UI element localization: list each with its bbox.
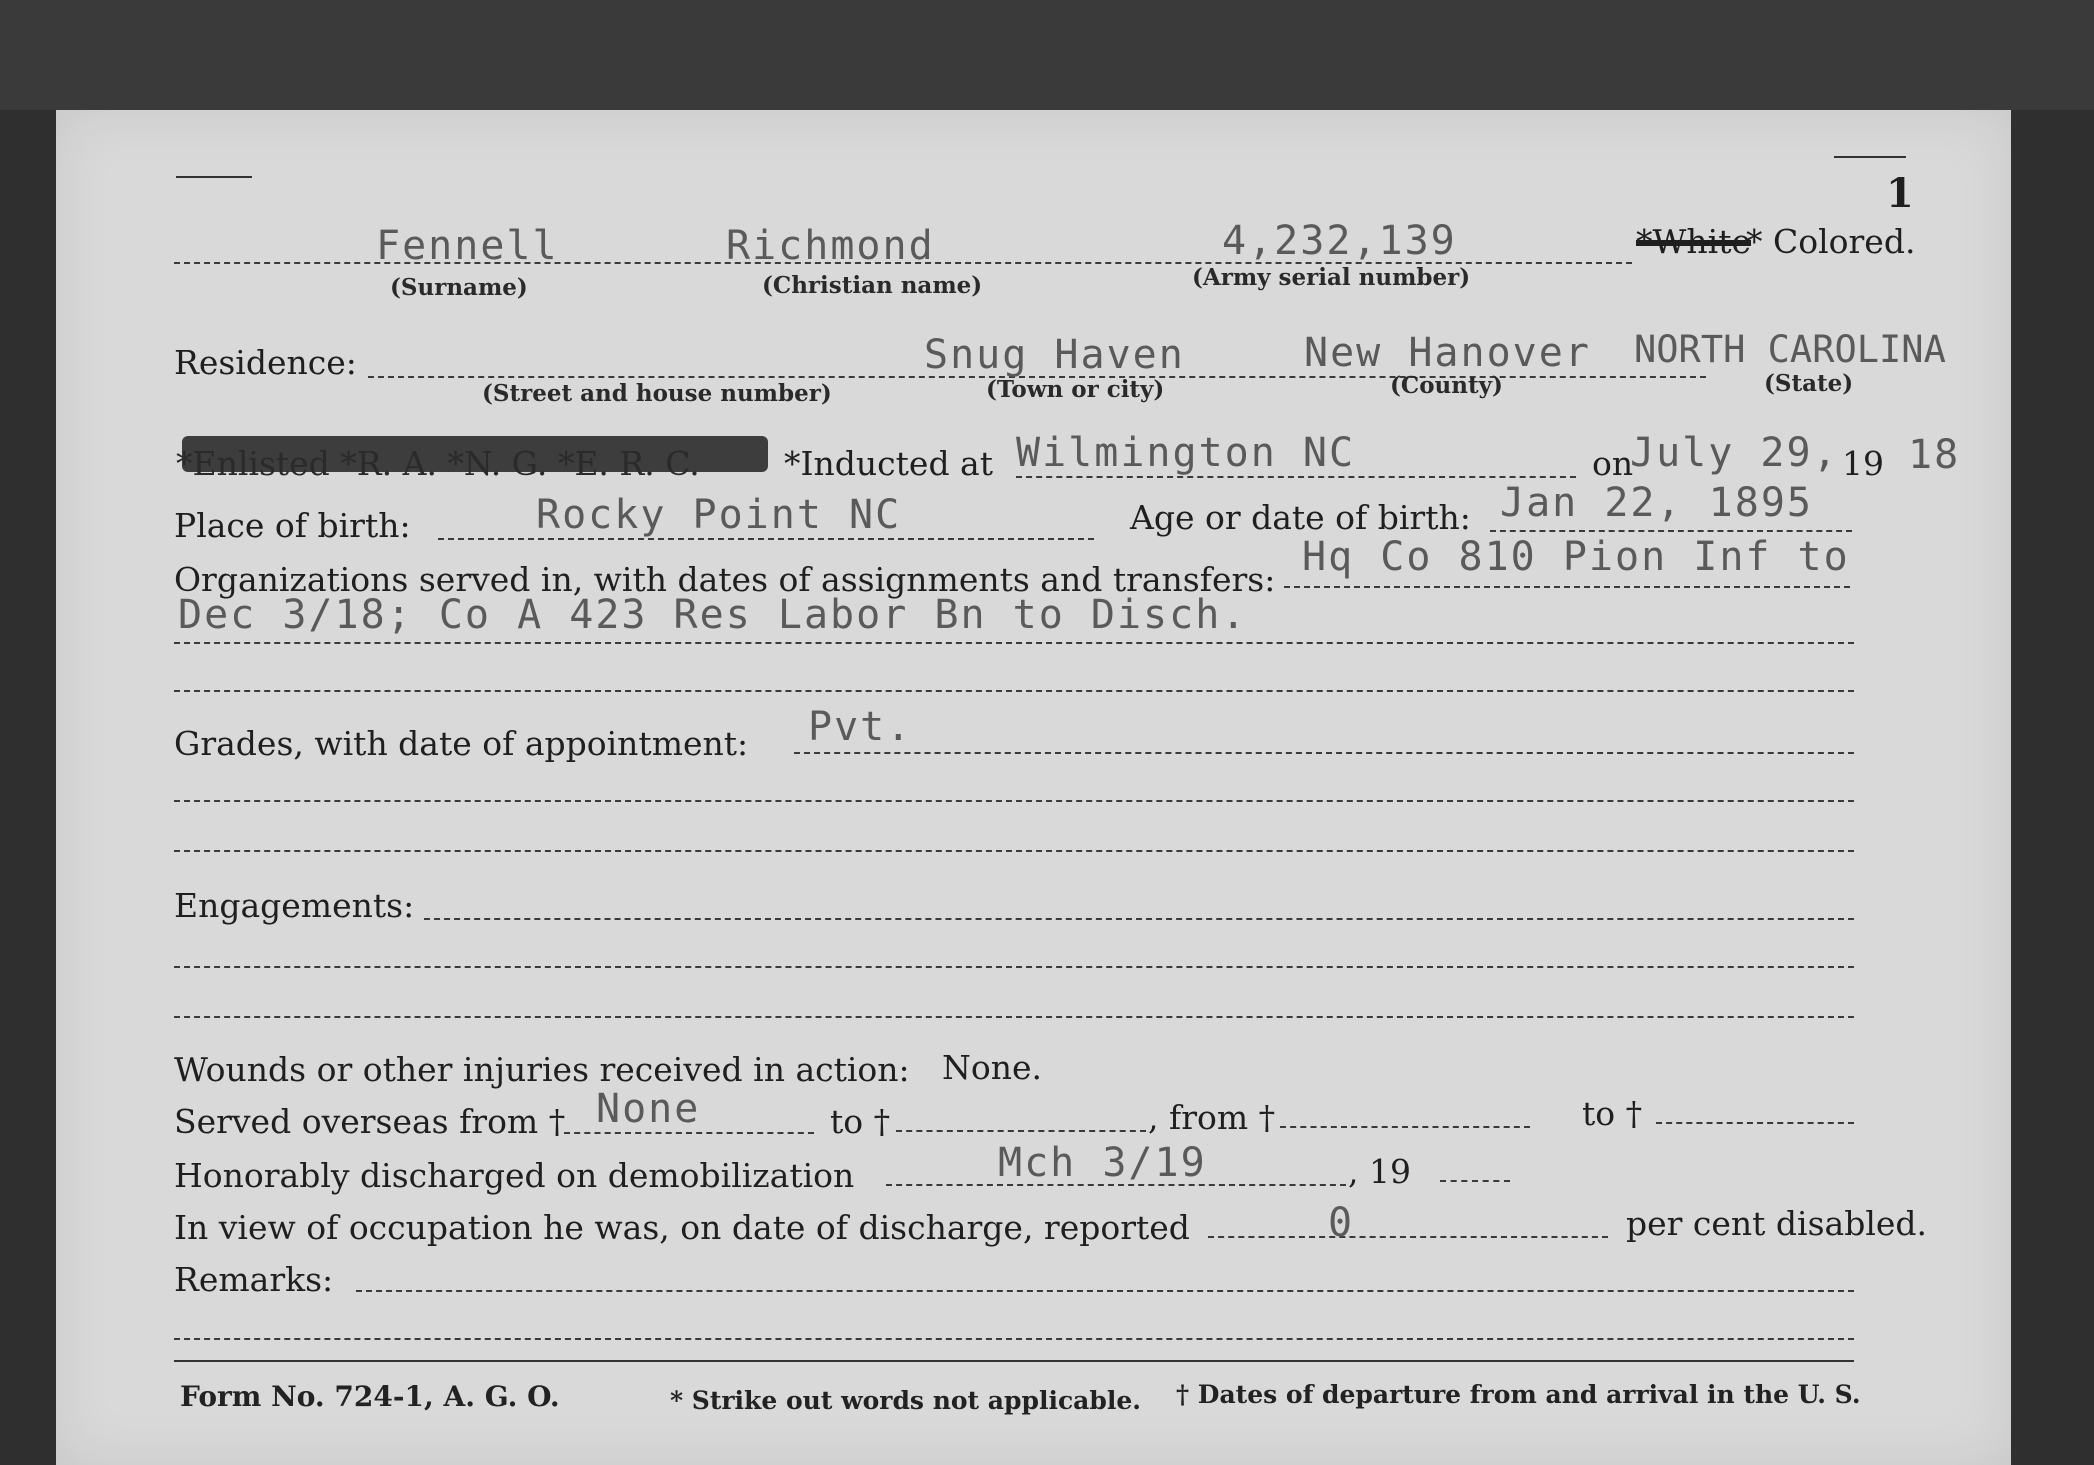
strike-note: * Strike out words not applicable. [670, 1386, 1141, 1415]
serial-number-caption: (Army serial number) [1192, 264, 1471, 291]
inducted-year-prefix: 19 [1842, 444, 1884, 483]
top-left-rule [176, 176, 252, 178]
discharge-label: Honorably discharged on demobilization [174, 1156, 855, 1195]
age-line [1490, 530, 1852, 532]
overseas-to-line [896, 1130, 1146, 1132]
remarks-line-2 [174, 1338, 1854, 1340]
overseas-to2-label: to † [1582, 1094, 1643, 1133]
engagements-line-3 [174, 1016, 1854, 1018]
overseas-from2-label: , from † [1148, 1098, 1276, 1137]
discharge-year-line [1440, 1180, 1510, 1182]
service-record-card [56, 110, 2011, 1465]
dark-background-top [0, 0, 2094, 110]
disability-line [1208, 1236, 1608, 1238]
inducted-year-value: 18 [1908, 432, 1961, 478]
overseas-from-value: None [596, 1086, 701, 1132]
county-value: New Hanover [1304, 330, 1591, 376]
engagements-label: Engagements: [174, 886, 415, 925]
place-of-birth-value: Rocky Point NC [536, 492, 902, 538]
wounds-label: Wounds or other injuries received in action: [174, 1050, 910, 1089]
overseas-to2-line [1656, 1122, 1854, 1124]
surname-caption: (Surname) [390, 274, 528, 301]
town-value: Snug Haven [924, 332, 1185, 378]
organizations-value-1: Hq Co 810 Pion Inf to [1302, 534, 1850, 580]
remarks-line-1 [356, 1290, 1854, 1292]
discharge-date-value: Mch 3/19 [998, 1140, 1207, 1186]
overseas-from2-line [1280, 1126, 1530, 1128]
grades-line-1 [794, 752, 1854, 754]
grades-label: Grades, with date of appointment: [174, 724, 749, 763]
county-caption: (County) [1390, 372, 1503, 399]
town-caption: (Town or city) [986, 376, 1165, 403]
on-label: on [1592, 444, 1634, 483]
place-of-birth-line [438, 538, 1094, 540]
overseas-to-label: to † [830, 1102, 891, 1141]
overseas-from-line [564, 1132, 814, 1134]
race-colored: * Colored. [1746, 222, 1916, 261]
dates-note: † Dates of departure from and arrival in the U. S. [1176, 1380, 1861, 1409]
date-of-birth-value: Jan 22, 1895 [1500, 480, 1813, 526]
overseas-from-label: Served overseas from † [174, 1102, 566, 1141]
engagements-line-2 [174, 966, 1854, 968]
state-caption: (State) [1764, 370, 1854, 397]
christian-name-caption: (Christian name) [762, 272, 983, 299]
christian-name-value: Richmond [726, 223, 935, 269]
enlisted-struck: *Enlisted *R. A. *N. G. *E. R. C. [176, 444, 700, 483]
wounds-value: None. [942, 1048, 1043, 1087]
discharge-year-label: , 19 [1348, 1152, 1411, 1191]
inducted-line [1016, 476, 1576, 478]
surname-value: Fennell [376, 223, 559, 269]
remarks-label: Remarks: [174, 1260, 334, 1299]
grades-line-3 [174, 850, 1854, 852]
card-number: 1 [1886, 170, 1914, 217]
form-number: Form No. 724-1, A. G. O. [180, 1380, 560, 1413]
disability-label: In view of occupation he was, on date of discharge, reported [174, 1208, 1190, 1247]
organizations-label: Organizations served in, with dates of assignments and transfers: [174, 560, 1276, 599]
organizations-line-2 [174, 642, 1854, 644]
place-of-birth-label: Place of birth: [174, 506, 411, 545]
organizations-line-1 [1284, 586, 1850, 588]
race-white-struck: *White [1636, 222, 1752, 261]
engagements-line-1 [424, 918, 1854, 920]
inducted-date-value: July 29, [1630, 430, 1839, 476]
disability-suffix: per cent disabled. [1626, 1204, 1928, 1243]
top-right-rule [1834, 156, 1906, 158]
inducted-label: *Inducted at [784, 444, 993, 483]
age-label: Age or date of birth: [1130, 498, 1471, 537]
state-value: NORTH CAROLINA [1634, 328, 1946, 371]
disability-value: 0 [1328, 1200, 1355, 1246]
grades-value: Pvt. [808, 704, 913, 750]
serial-number-value: 4,232,139 [1222, 218, 1457, 264]
street-caption: (Street and house number) [482, 380, 832, 407]
grades-line-2 [174, 800, 1854, 802]
footer-rule [174, 1360, 1854, 1362]
organizations-line-3 [174, 690, 1854, 692]
residence-label: Residence: [174, 343, 357, 382]
inducted-place-value: Wilmington NC [1016, 430, 1356, 476]
organizations-value-2: Dec 3/18; Co A 423 Res Labor Bn to Disch. [178, 592, 1248, 638]
